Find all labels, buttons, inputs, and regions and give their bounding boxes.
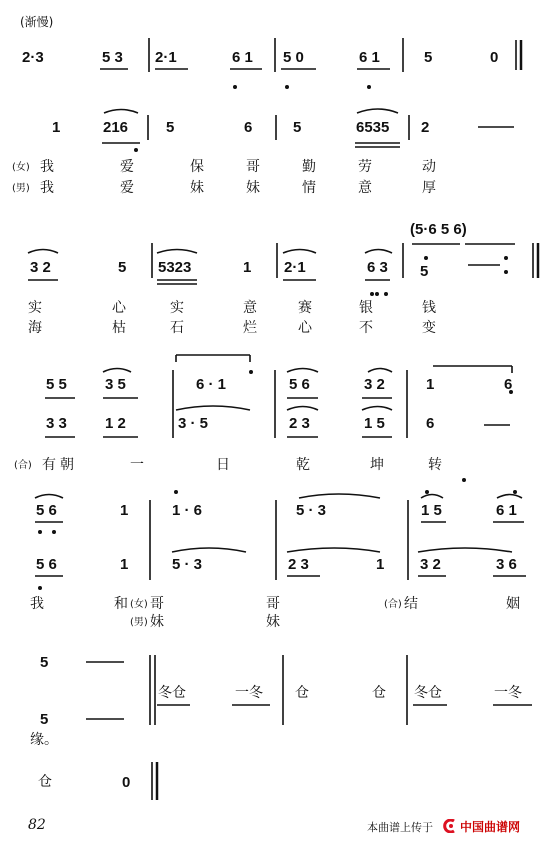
note-group: 6 · 1 xyxy=(196,376,227,393)
lyric: 钱 xyxy=(422,300,436,316)
lyric: 保 xyxy=(190,159,204,175)
note-group: 3 6 xyxy=(496,556,517,573)
lyric: 实 xyxy=(170,300,184,316)
lyric: 一 xyxy=(130,457,144,473)
lyric: 爱 xyxy=(120,180,134,196)
lyric: 枯 xyxy=(112,320,126,336)
lyric: 情 xyxy=(302,180,316,196)
lyric: 劳 xyxy=(358,159,372,175)
lyric: 坤 xyxy=(370,457,384,473)
note-group: 6 1 xyxy=(496,502,517,519)
note-group: 3 · 5 xyxy=(178,415,209,432)
lyric: 妹 xyxy=(246,180,260,196)
lyric-tag-chorus: (合) xyxy=(384,599,402,610)
lyric: 海 xyxy=(28,320,42,336)
note-group: 3 3 xyxy=(46,415,67,432)
note-group: 6 1 xyxy=(232,49,253,66)
lyric-tag-male: (男) xyxy=(130,617,148,628)
lyric: 日 xyxy=(216,457,230,473)
note-group: 5 xyxy=(40,711,49,728)
note-group: 6 xyxy=(504,376,513,393)
note-group: 5 · 3 xyxy=(172,556,203,573)
lyric: 意 xyxy=(358,180,372,196)
lyric: 缘。 xyxy=(30,732,58,748)
note-group: 6 3 xyxy=(367,259,388,276)
note-group: 5 · 3 xyxy=(296,502,327,519)
lyric: 和 xyxy=(114,596,128,612)
lyric: 实 xyxy=(28,300,42,316)
note-group: 1 · 6 xyxy=(172,502,203,519)
note-group: 1 xyxy=(243,259,252,276)
note-group: 5 xyxy=(40,654,49,671)
lyric: 石 xyxy=(170,320,184,336)
note-group: 2·3 xyxy=(22,49,44,66)
note-group: 5 3 xyxy=(102,49,123,66)
lyric: 结 xyxy=(404,596,418,612)
percussion-syllable: 冬仓 xyxy=(158,685,186,701)
page-number: 82 xyxy=(28,817,46,833)
percussion-syllable: 仓 xyxy=(38,774,52,790)
lyric: 有 xyxy=(42,457,56,473)
note-group: 5 xyxy=(118,259,127,276)
note-group: 1 xyxy=(52,119,61,136)
note-group: 2 xyxy=(421,119,430,136)
lyric-tag-female: (女) xyxy=(130,599,148,610)
lyric: 勤 xyxy=(302,159,316,175)
lyric: 银 xyxy=(359,300,373,316)
lyric: 姻 xyxy=(506,596,520,612)
note-group: 5 xyxy=(424,49,433,66)
note-group: 2 3 xyxy=(288,556,309,573)
lyric: 哥 xyxy=(246,159,260,175)
note-group: 5 5 xyxy=(46,376,67,393)
note-group: 1 xyxy=(376,556,385,573)
lyric: 不 xyxy=(359,320,373,336)
lyric: 我 xyxy=(40,159,54,175)
note-group: 2 3 xyxy=(289,415,310,432)
lyric: 厚 xyxy=(422,180,436,196)
site-logo-text: 中国曲谱网 xyxy=(460,820,521,834)
lyric: 意 xyxy=(243,300,257,316)
note-group: 3 5 xyxy=(105,376,126,393)
lyric-tag-male: (男) xyxy=(12,183,30,194)
note-group: 1 xyxy=(120,556,129,573)
lyric: 哥 xyxy=(150,596,164,612)
lyric-tag-chorus: (合) xyxy=(14,460,32,471)
tempo-marking: (渐慢) xyxy=(20,15,54,29)
percussion-syllable: 一冬 xyxy=(494,685,522,701)
note-group: 5323 xyxy=(158,259,192,276)
note-group: 6 xyxy=(244,119,253,136)
note-group: 6 xyxy=(426,415,435,432)
note-group: 1 5 xyxy=(421,502,442,519)
lyric: 朝 xyxy=(60,457,74,473)
lyric: 心 xyxy=(112,300,126,316)
note-group: 0 xyxy=(490,49,499,66)
note-group: 5 6 xyxy=(36,502,57,519)
lyric: 动 xyxy=(422,159,436,175)
lyric: 乾 xyxy=(296,457,310,473)
note-group: 1 xyxy=(426,376,435,393)
percussion-syllable: 冬仓 xyxy=(414,685,442,701)
lyric: 心 xyxy=(298,320,312,336)
rest: 0 xyxy=(122,774,131,791)
lyric-tag-female: (女) xyxy=(12,162,30,173)
site-logo-icon xyxy=(442,819,459,833)
note-group: 5 6 xyxy=(289,376,310,393)
lyric: 妹 xyxy=(150,614,164,630)
note-group: 1 xyxy=(120,502,129,519)
note-group: 6535 xyxy=(356,119,390,136)
note-group: 6 1 xyxy=(359,49,380,66)
lyric: 烂 xyxy=(243,320,257,336)
note-group: 1 5 xyxy=(364,415,385,432)
note-group: 216 xyxy=(103,119,129,136)
percussion-syllable: 仓 xyxy=(372,685,386,701)
lyric: 我 xyxy=(40,180,54,196)
percussion-syllable: 一冬 xyxy=(235,685,263,701)
percussion-syllable: 仓 xyxy=(295,685,309,701)
lyric: 赛 xyxy=(298,300,312,316)
lyric: 爱 xyxy=(120,159,134,175)
lyric: 转 xyxy=(428,457,442,473)
note-group: 5 0 xyxy=(283,49,304,66)
note-group: 3 2 xyxy=(364,376,385,393)
lyric: 变 xyxy=(422,320,436,336)
note-group: 2·1 xyxy=(155,49,177,66)
footer-text: 本曲谱上传于 xyxy=(367,821,433,834)
note-group: 1 2 xyxy=(105,415,126,432)
note-group: 3 2 xyxy=(420,556,441,573)
lyric: 哥 xyxy=(266,596,280,612)
note-group: 3 2 xyxy=(30,259,51,276)
lyric: 我 xyxy=(30,596,44,612)
note-group: 5 6 xyxy=(36,556,57,573)
note-group: 2·1 xyxy=(284,259,306,276)
lyric: 妹 xyxy=(190,180,204,196)
note-group: 5 xyxy=(293,119,302,136)
note-group: 5 xyxy=(166,119,175,136)
note-group: 5 xyxy=(420,263,429,280)
lyric: 妹 xyxy=(266,614,280,630)
intro-notes: (5·6 5 6) xyxy=(410,221,467,238)
